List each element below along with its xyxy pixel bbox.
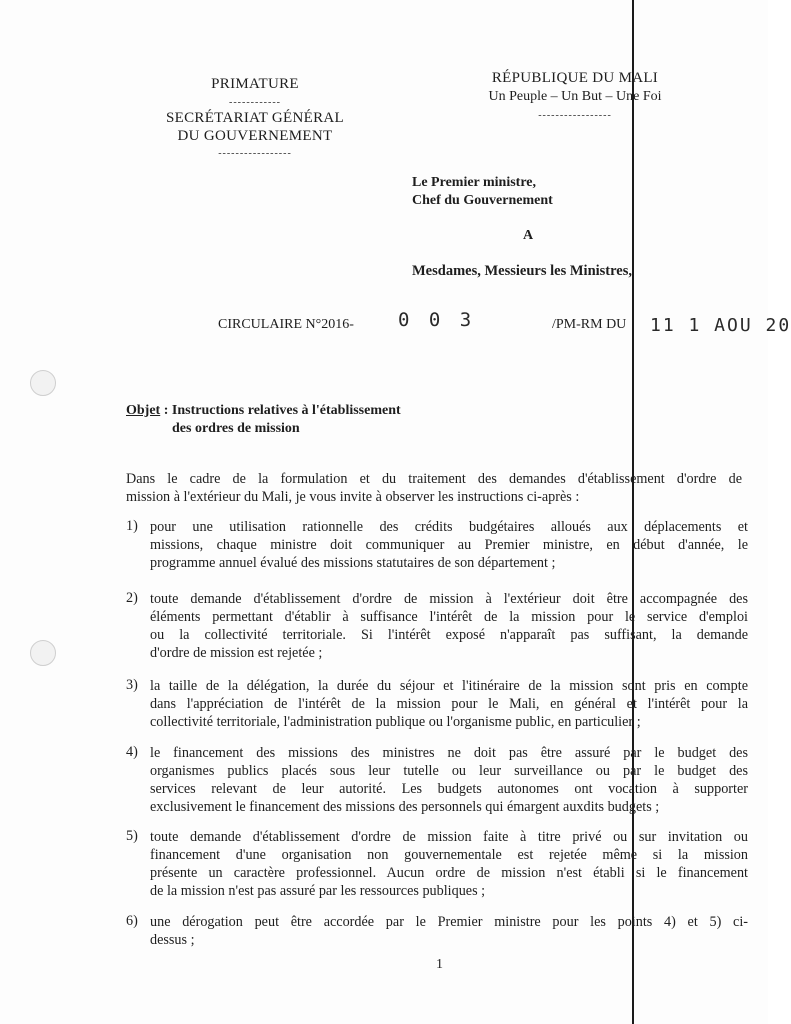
date-stamp: 11 1 AOU 20 [650, 315, 791, 336]
item-line: financement d'une organisation non gouvernementale est rejetée même si la mission [150, 847, 748, 863]
punch-hole [30, 370, 56, 396]
circular-label: CIRCULAIRE N°2016- [218, 317, 354, 332]
item-line: collectivité territoriale, l'administration publique ou l'organisme public, en particulier ; [150, 714, 641, 730]
item-number: 4) [126, 744, 138, 760]
header-secretariat: SECRÉTARIAT GÉNÉRAL [166, 110, 344, 126]
circular-number: 0 0 3 [398, 309, 476, 331]
item-line: de la mission n'est pas assuré par les ressources publiques ; [150, 883, 486, 899]
item-line: exclusivement le financement des missions des personnels qui émargent auxdits budgets ; [150, 799, 660, 815]
header-separator: ----------------- [538, 110, 612, 121]
intro-paragraph [126, 470, 742, 506]
header-separator: ------------ [229, 97, 281, 108]
object-heading [126, 403, 401, 419]
item-number: 5) [126, 828, 138, 844]
object-line-2: des ordres de mission [172, 421, 300, 436]
item-number: 2) [126, 590, 138, 606]
item-line: présente un caractère professionnel. Aucun ordre de mission n'est établi si le financement [150, 865, 748, 881]
item-line: toute demande d'établissement d'ordre de mission faite à titre privé ou sur invitation ou [150, 829, 748, 845]
item-line: programme annuel évalué des missions statutaires de son département ; [150, 555, 556, 571]
recipients: Mesdames, Messieurs les Ministres, [412, 263, 633, 279]
item-line: le financement des missions des ministres ne doit pas être assuré par le budget des [150, 745, 748, 761]
addressed-to: A [523, 228, 534, 243]
item-line: dessus ; [150, 932, 195, 948]
object-label: Objet [126, 403, 161, 418]
item-line: missions, chaque ministre doit communiquer au Premier ministre, en début d'année, le [150, 537, 748, 553]
item-line: ou la collectivité territoriale. Si l'intérêt exposé n'apparaît pas suffisant, la demande [150, 627, 748, 643]
header-gouvernement: DU GOUVERNEMENT [177, 128, 333, 144]
sender-title: Le Premier ministre, [412, 175, 537, 190]
header-separator: ----------------- [218, 148, 292, 159]
header-republique: RÉPUBLIQUE DU MALI [491, 70, 659, 86]
header-motto: Un Peuple – Un But – Une Foi [488, 89, 662, 104]
item-line: d'ordre de mission est rejetée ; [150, 645, 323, 661]
item-line: pour une utilisation rationnelle des crédits budgétaires alloués aux déplacements et [150, 519, 748, 535]
list-item [150, 828, 748, 900]
list-item [150, 744, 748, 816]
item-line: la taille de la délégation, la durée du séjour et l'itinéraire de la mission sont pris en compte [150, 678, 748, 694]
item-number: 1) [126, 518, 138, 534]
list-item [150, 677, 748, 731]
punch-hole [30, 640, 56, 666]
item-line: une dérogation peut être accordée par le Premier ministre pour les points 4) et 5) ci- [150, 914, 748, 930]
item-number: 3) [126, 677, 138, 693]
circular-reference: /PM-RM DU [552, 317, 627, 332]
list-item [150, 590, 748, 662]
intro-line: Dans le cadre de la formulation et du traitement des demandes d'établissement d'ordre de [126, 471, 742, 487]
sender-subtitle: Chef du Gouvernement [412, 193, 553, 208]
list-item [150, 913, 748, 949]
item-line: services relevant de leur autorité. Les budgets autonomes ont vocation à supporter [150, 781, 748, 797]
item-line: toute demande d'établissement d'ordre de mission à l'extérieur doit être accompagnée des [150, 591, 748, 607]
object-colon: : [160, 403, 172, 418]
header-primature: PRIMATURE [211, 76, 299, 92]
item-line: dans l'appréciation de l'intérêt de la mission pour le Mali, en général et l'intérêt pour la [150, 696, 748, 712]
item-line: organismes publics placés sous leur tutelle ou leur surveillance ou par le budget des [150, 763, 748, 779]
item-number: 6) [126, 913, 138, 929]
object-line-1: Instructions relatives à l'établissement [171, 403, 401, 418]
intro-line: mission à l'extérieur du Mali, je vous invite à observer les instructions ci-après : [126, 489, 580, 505]
list-item [150, 518, 748, 572]
item-line: éléments permettant d'établir à suffisance l'intérêt de la mission pour le service d'emploi [150, 609, 748, 625]
page-number: 1 [436, 957, 443, 972]
